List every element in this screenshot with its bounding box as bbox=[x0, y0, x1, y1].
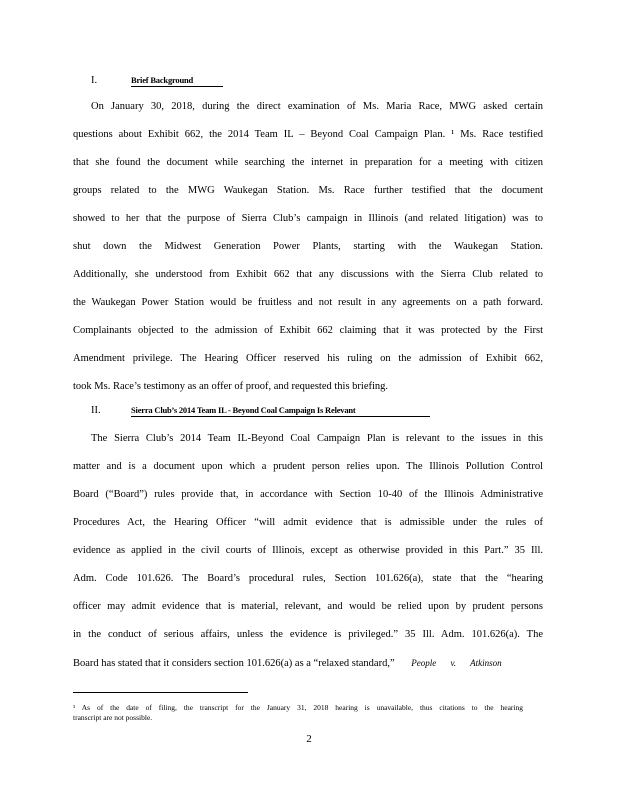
paragraph-line: matter and is a document upon which a prudent person relies upon. The Illinois Pollution Control bbox=[73, 461, 543, 472]
section-2-heading bbox=[91, 405, 430, 417]
paragraph-line: Board (“Board”) rules provide that, in accordance with Section 10-40 of the Illinois Administrative bbox=[73, 489, 543, 500]
paragraph-line: questions about Exhibit 662, the 2014 Team IL – Beyond Coal Campaign Plan. ¹ Ms. Race testified bbox=[73, 129, 543, 140]
paragraph-line: shut down the Midwest Generation Power Plants, starting with the Waukegan Station. bbox=[73, 241, 543, 252]
paragraph-line: the Waukegan Power Station would be fruitless and not result in any agreements on a path forward. bbox=[73, 297, 543, 308]
paragraph-line: in the conduct of serious affairs, unless the evidence is privileged.” 35 Ill. Adm. 101.626(a). The bbox=[73, 629, 543, 640]
section-1-number: I. bbox=[91, 75, 98, 86]
footnote-line: transcript are not possible. bbox=[73, 713, 153, 722]
paragraph-line: Procedures Act, the Hearing Officer “will admit evidence that is admissible under the rules of bbox=[73, 517, 543, 528]
paragraph-line: Complainants objected to the admission of Exhibit 662 claiming that it was protected by the First bbox=[73, 325, 543, 336]
case-citation: People v. Atkinson bbox=[411, 658, 502, 668]
section-1-title: Brief Background bbox=[131, 75, 223, 87]
page-number: 2 bbox=[306, 733, 312, 745]
footnote-line: ¹ As of the date of filing, the transcript for the January 31, 2018 hearing is unavailable, thus citations to the hearing bbox=[73, 703, 523, 712]
paragraph-line: Additionally, she understood from Exhibit 662 that any discussions with the Sierra Club related to bbox=[73, 269, 543, 280]
paragraph-line: The Sierra Club’s 2014 Team IL-Beyond Coal Campaign Plan is relevant to the issues in this bbox=[91, 433, 543, 444]
paragraph-line: showed to her that the purpose of Sierra Club’s campaign in Illinois (and related litigation) was to bbox=[73, 213, 543, 224]
paragraph-line-text: Board has stated that it considers section 101.626(a) as a “relaxed standard,” bbox=[73, 658, 395, 669]
paragraph-line: Amendment privilege. The Hearing Officer reserved his ruling on the admission of Exhibit 662, bbox=[73, 353, 543, 364]
paragraph-line: officer may admit evidence that is material, relevant, and would be relied upon by prudent persons bbox=[73, 601, 543, 612]
paragraph-line: evidence as applied in the civil courts of Illinois, except as otherwise provided in this Part.” 35 Ill. bbox=[73, 545, 543, 556]
section-2-title: Sierra Club’s 2014 Team IL - Beyond Coal Campaign Is Relevant bbox=[131, 405, 430, 417]
paragraph-line: that she found the document while searching the internet in preparation for a meeting with citizen bbox=[73, 157, 543, 168]
paragraph-line: On January 30, 2018, during the direct examination of Ms. Maria Race, MWG asked certain bbox=[91, 101, 543, 112]
section-1-heading bbox=[91, 75, 223, 87]
paragraph-line-last bbox=[73, 656, 543, 670]
section-2-number: II. bbox=[91, 405, 101, 416]
footnote-divider bbox=[73, 692, 248, 693]
paragraph-line: groups related to the MWG Waukegan Station. Ms. Race further testified that the document bbox=[73, 185, 543, 196]
paragraph-line: took Ms. Race’s testimony as an offer of proof, and requested this briefing. bbox=[73, 381, 389, 392]
paragraph-line: Adm. Code 101.626. The Board’s procedural rules, Section 101.626(a), state that the “hearing bbox=[73, 573, 543, 584]
